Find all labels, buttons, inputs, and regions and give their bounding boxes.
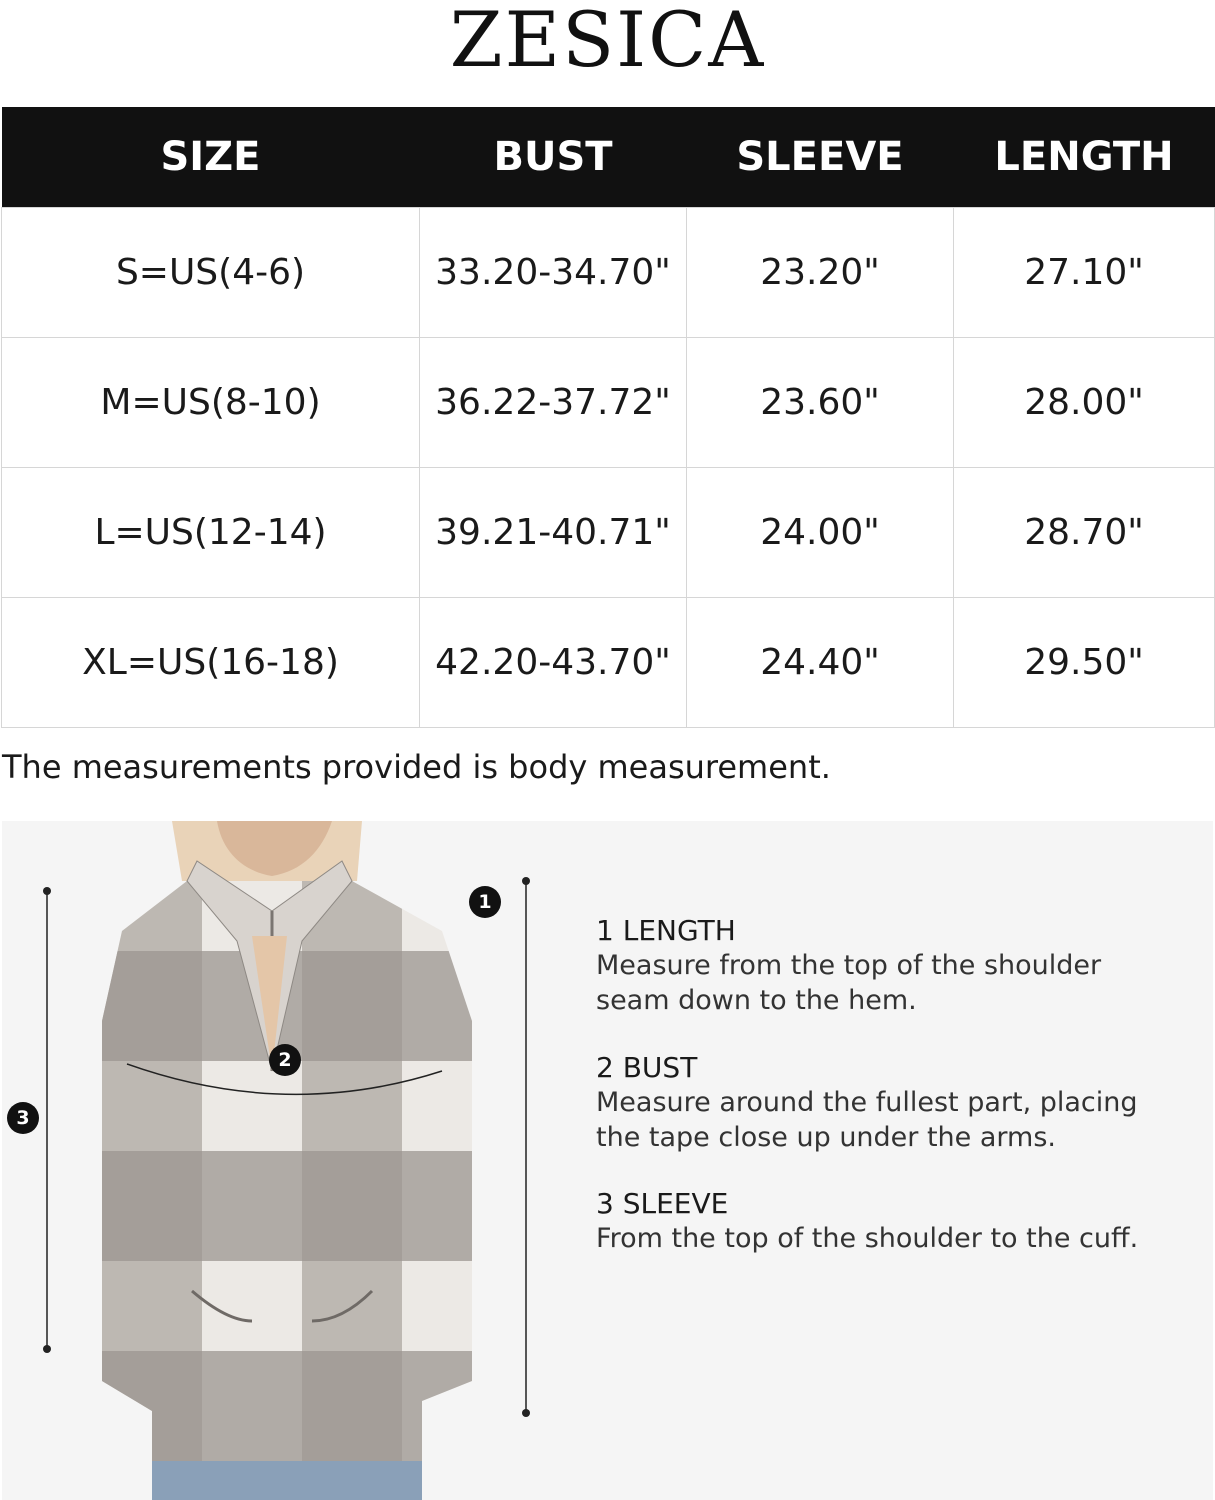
table-row <box>2 208 1215 338</box>
guide-heading: 2 BUST <box>596 1051 698 1084</box>
guide-heading: 1 LENGTH <box>596 914 736 947</box>
cell-sleeve: 23.60" <box>687 338 954 468</box>
guide-length <box>596 914 1196 1018</box>
guide-text-line: Measure around the fullest part, placing <box>596 1087 1138 1118</box>
marker-3-icon: 3 <box>7 1102 39 1134</box>
table-row <box>2 598 1215 728</box>
guide-text-line: seam down to the hem. <box>596 985 917 1016</box>
guide-bust <box>596 1051 1196 1155</box>
cell-bust: 39.21-40.71" <box>420 468 687 598</box>
table-header-row <box>2 107 1215 208</box>
guide-sleeve <box>596 1187 1196 1256</box>
model-sweater-illustration <box>2 821 562 1500</box>
size-chart-table <box>1 107 1215 728</box>
cell-size: M=US(8-10) <box>2 338 420 468</box>
measurement-note: The measurements provided is body measurement. <box>2 748 831 786</box>
cell-bust: 33.20-34.70" <box>420 208 687 338</box>
cell-bust: 36.22-37.72" <box>420 338 687 468</box>
cell-length: 28.00" <box>954 338 1215 468</box>
cell-sleeve: 24.00" <box>687 468 954 598</box>
cell-sleeve: 23.20" <box>687 208 954 338</box>
guide-text-line: From the top of the shoulder to the cuff. <box>596 1223 1139 1254</box>
cell-length: 28.70" <box>954 468 1215 598</box>
guide-text-line: Measure from the top of the shoulder <box>596 950 1102 981</box>
cell-size: S=US(4-6) <box>2 208 420 338</box>
cell-bust: 42.20-43.70" <box>420 598 687 728</box>
cell-sleeve: 24.40" <box>687 598 954 728</box>
header-sleeve: SLEEVE <box>687 107 954 208</box>
cell-length: 29.50" <box>954 598 1215 728</box>
header-size: SIZE <box>2 107 420 208</box>
marker-2-icon: 2 <box>269 1044 301 1076</box>
guide-text-line: the tape close up under the arms. <box>596 1122 1056 1153</box>
cell-size: L=US(12-14) <box>2 468 420 598</box>
guide-heading: 3 SLEEVE <box>596 1187 729 1220</box>
header-length: LENGTH <box>954 107 1215 208</box>
brand-logo: ZESICA <box>449 0 766 84</box>
table-row <box>2 338 1215 468</box>
header-bust: BUST <box>420 107 687 208</box>
marker-1-icon: 1 <box>469 886 501 918</box>
cell-size: XL=US(16-18) <box>2 598 420 728</box>
cell-length: 27.10" <box>954 208 1215 338</box>
table-row <box>2 468 1215 598</box>
